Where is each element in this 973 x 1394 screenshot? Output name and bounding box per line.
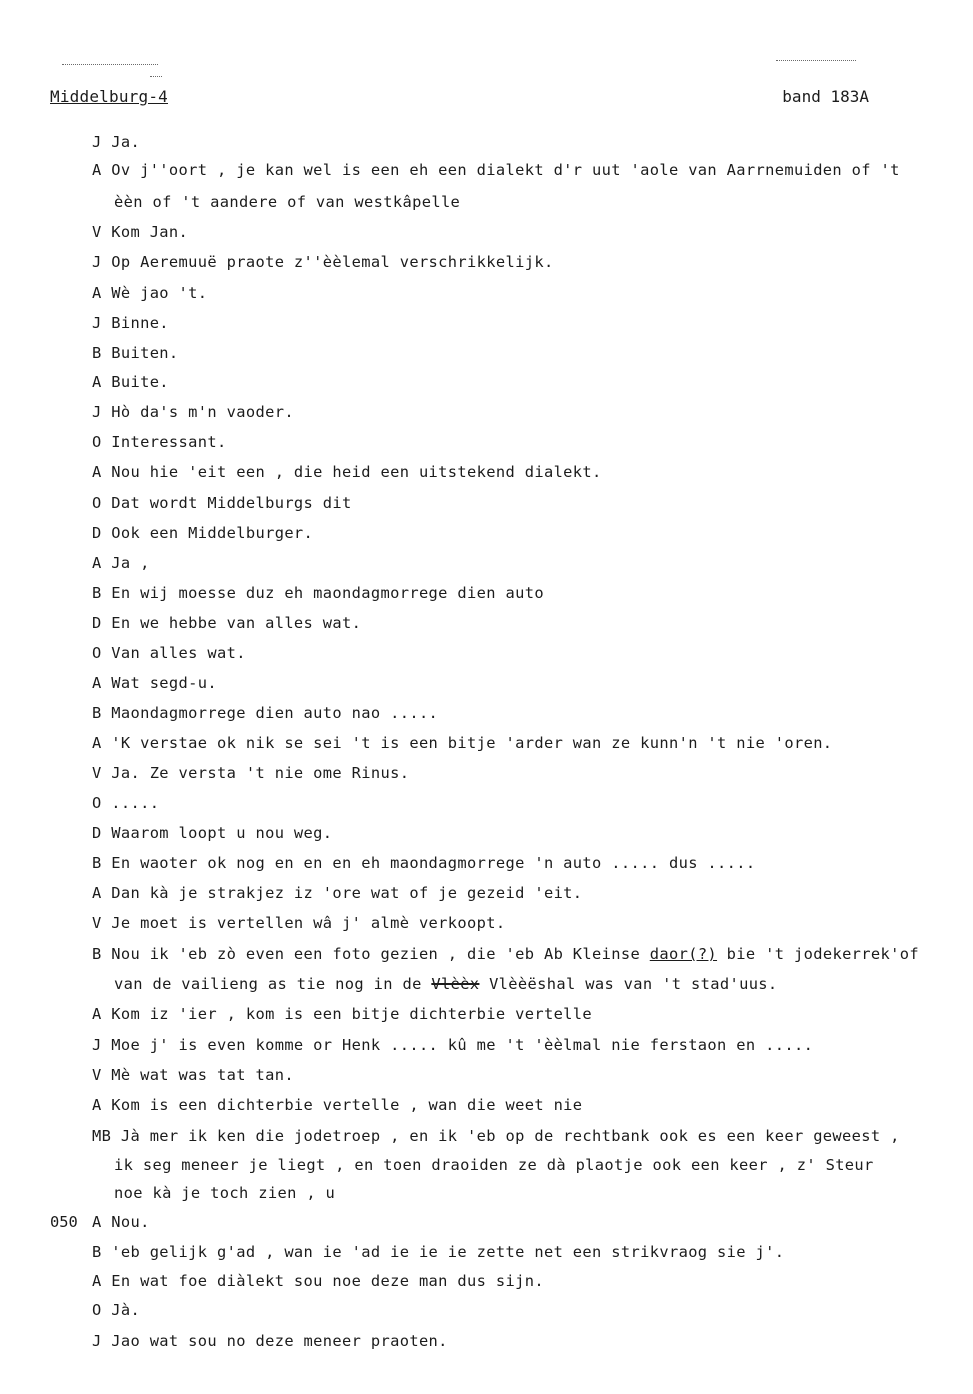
transcript-line: A Buite. (92, 373, 169, 391)
line-text: bie 't jodekerrek'of (726, 945, 919, 963)
transcript-line-continuation: èèn of 't aandere of van westkâpelle (114, 193, 461, 211)
transcript-line: J Op Aeremuuë praote z''èèlemal verschrikkelijk. (92, 253, 554, 271)
transcript-line: J Ja. (92, 133, 141, 151)
transcript-line: O Van alles wat. (92, 644, 246, 662)
transcript-line: O Jà. (92, 1301, 141, 1319)
transcript-line: V Kom Jan. (92, 223, 189, 241)
transcript-line: J Binne. (92, 314, 169, 332)
transcript-line-continuation (114, 974, 778, 994)
tape-label: band 183A (782, 87, 869, 106)
transcript-line: D En we hebbe van alles wat. (92, 614, 362, 632)
scan-mark (776, 60, 856, 62)
transcript-line: MB Jà mer ik ken die jodetroep , en ik 'eb op de rechtbank ook es een keer geweest , (92, 1127, 900, 1145)
transcript-line: D Waarom loopt u nou weg. (92, 824, 333, 842)
transcript-line: V Ja. Ze versta 't nie ome Rinus. (92, 764, 410, 782)
transcript-line: A Kom iz 'ier , kom is een bitje dichterbie vertelle (92, 1005, 593, 1023)
transcript-line: A En wat foe diàlekt sou noe deze man dus sijn. (92, 1272, 544, 1290)
transcript-line: A Kom is een dichterbie vertelle , wan die weet nie (92, 1096, 583, 1114)
scan-mark (62, 64, 158, 66)
tape-counter: 050 (50, 1213, 78, 1231)
transcript-line: O Dat wordt Middelburgs dit (92, 494, 352, 512)
transcript-line: A Nou hie 'eit een , die heid een uitstekend dialekt. (92, 463, 602, 481)
transcript-line (92, 944, 919, 964)
scan-mark (150, 76, 162, 78)
transcript-line-continuation: ik seg meneer je liegt , en toen draoiden ze dà plaotje ook een keer , z' Steur (114, 1156, 874, 1174)
transcript-line: V Je moet is vertellen wâ j' almè verkoopt. (92, 914, 506, 932)
transcript-line: A Wat segd-u. (92, 674, 218, 692)
transcript-line: V Mè wat was tat tan. (92, 1066, 294, 1084)
transcript-line: J Moe j' is even komme or Henk ..... kû me 't 'èèlmal nie ferstaon en ..... (92, 1036, 814, 1054)
transcript-line: A 'K verstae ok nik se sei 't is een bitje 'arder wan ze kunn'n 't nie 'oren. (92, 734, 833, 752)
line-text: Vlèèëshal was van 't stad'uus. (489, 975, 778, 993)
transcript-line-continuation: noe kà je toch zien , u (114, 1184, 336, 1202)
transcript-line: A Nou. (92, 1213, 150, 1231)
transcript-line: B En wij moesse duz eh maondagmorrege dien auto (92, 584, 544, 602)
underlined-word: daor(?) (649, 945, 718, 963)
transcript-line: A Dan kà je strakjez iz 'ore wat of je gezeid 'eit. (92, 884, 583, 902)
transcript-line: O ..... (92, 794, 160, 812)
transcript-line: J Hò da's m'n vaoder. (92, 403, 294, 421)
transcript-line: J Jao wat sou no deze meneer praoten. (92, 1332, 448, 1350)
transcript-line: A Wè jao 't. (92, 284, 208, 302)
transcript-line: A Ov j''oort , je kan wel is een eh een dialekt d'r uut 'aole van Aarrnemuiden of 't (92, 161, 900, 179)
transcript-line: B En waoter ok nog en en en eh maondagmorrege 'n auto ..... dus ..... (92, 854, 756, 872)
transcript-line: D Ook een Middelburger. (92, 524, 314, 542)
line-text: van de vailieng as tie nog in de (114, 975, 422, 993)
transcript-line: O Interessant. (92, 433, 227, 451)
transcript-line: B 'eb gelijk g'ad , wan ie 'ad ie ie ie zette net een strikvraog sie j'. (92, 1243, 785, 1261)
location-title: Middelburg-4 (50, 87, 168, 106)
transcript-line: B Maondagmorrege dien auto nao ..... (92, 704, 439, 722)
transcript-line: B Buiten. (92, 344, 179, 362)
struck-out-word: Vlèèx (431, 975, 480, 993)
line-text: B Nou ik 'eb zò even een foto gezien , die 'eb Ab Kleinse (92, 945, 641, 963)
transcript-line: A Ja , (92, 554, 150, 572)
